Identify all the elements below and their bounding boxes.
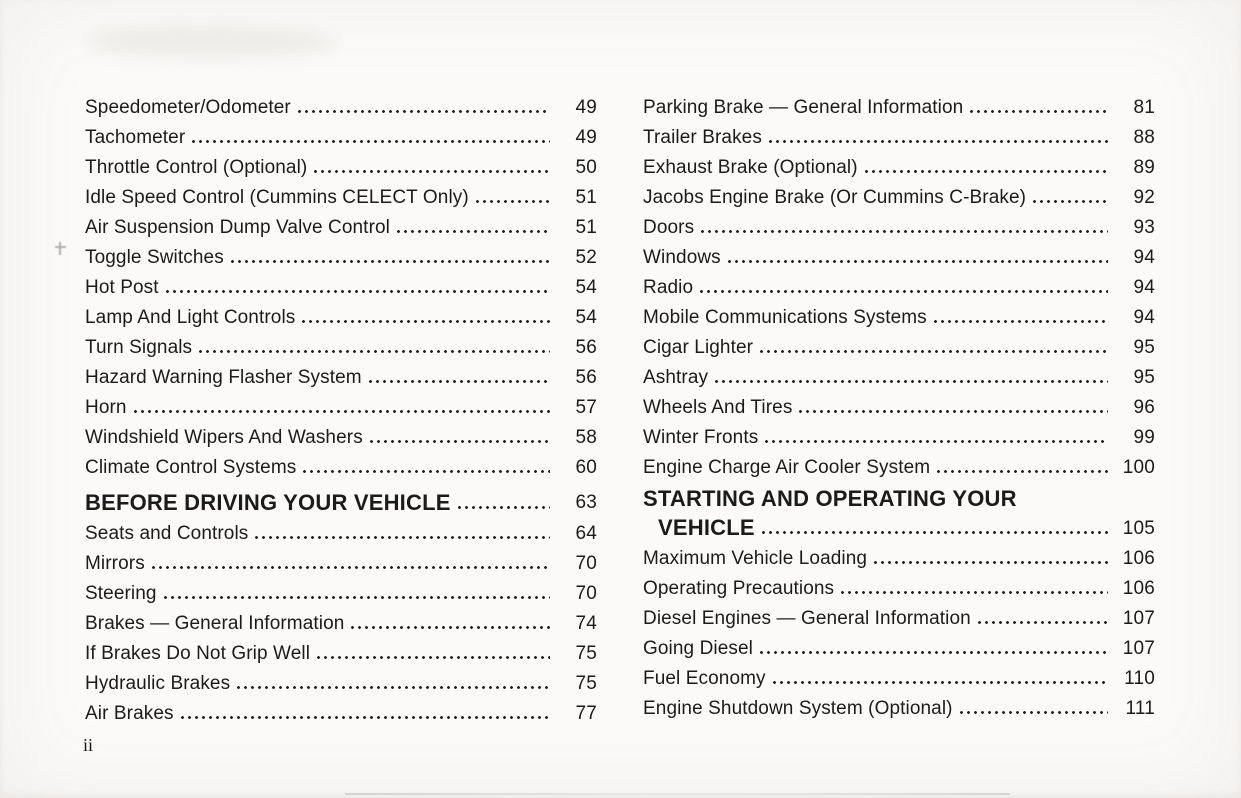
toc-entry-title: Windows [643, 247, 721, 268]
toc-entry [643, 301, 1155, 331]
toc-entry-page: 54 [575, 307, 597, 328]
toc-entry-page: 94 [1133, 247, 1155, 268]
toc-entry [643, 151, 1155, 181]
toc-entry-title: Engine Shutdown System (Optional) [643, 698, 953, 719]
toc-entry [643, 361, 1155, 391]
toc-entry-page: 63 [575, 492, 597, 513]
toc-entry [643, 391, 1155, 421]
toc-entry-title: Going Diesel [643, 638, 753, 659]
dot-leader [164, 596, 550, 599]
dot-leader [298, 110, 550, 113]
dot-leader [934, 320, 1108, 323]
dot-leader [192, 140, 550, 143]
toc-entry-page: 81 [1133, 97, 1155, 118]
dot-leader [865, 170, 1108, 173]
toc-entry-title: Winter Fronts [643, 427, 759, 448]
dot-leader [701, 230, 1108, 233]
toc-entry-title: Lamp And Light Controls [85, 307, 296, 328]
toc-entry-page: 70 [575, 583, 597, 604]
toc-entry-title: Brakes — General Information [85, 613, 345, 634]
toc-entry [85, 241, 597, 271]
toc-entry [643, 331, 1155, 361]
dot-leader [762, 531, 1108, 534]
toc-entry-page: 94 [1133, 307, 1155, 328]
toc-entry-title: Idle Speed Control (Cummins CELECT Only) [85, 187, 469, 208]
toc-entry-page: 51 [575, 217, 597, 238]
toc-entry [85, 517, 597, 547]
dot-leader [458, 506, 550, 509]
toc-entry-title: Parking Brake — General Information [643, 97, 964, 118]
dot-leader [231, 260, 550, 263]
toc-entry-page: 64 [575, 523, 597, 544]
toc-entry [643, 542, 1155, 572]
toc-entry-title: Ashtray [643, 367, 709, 388]
dot-leader [317, 656, 550, 659]
toc-entry [85, 271, 597, 301]
toc-entry-title: Hazard Warning Flasher System [85, 367, 362, 388]
dot-leader [181, 716, 550, 719]
toc-section-heading-title: VEHICLE [658, 515, 755, 540]
dot-leader [960, 711, 1108, 714]
toc-entry-page: 92 [1133, 187, 1155, 208]
toc-entry-page: 77 [575, 703, 597, 724]
toc-entry-page: 93 [1133, 217, 1155, 238]
dot-leader [1033, 200, 1108, 203]
toc-entry [85, 151, 597, 181]
dot-leader [370, 440, 550, 443]
toc-entry-page: 99 [1133, 427, 1155, 448]
toc-entry-title: Windshield Wipers And Washers [85, 427, 363, 448]
toc-entry [85, 121, 597, 151]
toc-entry-page: 58 [575, 427, 597, 448]
toc-entry [643, 181, 1155, 211]
dot-leader [769, 140, 1108, 143]
dot-leader [978, 621, 1108, 624]
toc-entry-page: 60 [575, 457, 597, 478]
dot-leader [715, 380, 1108, 383]
dot-leader [773, 681, 1108, 684]
toc-entry-title: Operating Precautions [643, 578, 835, 599]
dot-leader [134, 410, 550, 413]
toc-entry-page: 57 [575, 397, 597, 418]
dot-leader [302, 320, 550, 323]
dot-leader [765, 440, 1108, 443]
dot-leader [937, 470, 1108, 473]
toc-entry-page: 105 [1122, 518, 1155, 539]
toc-entry [85, 451, 597, 481]
dot-leader [199, 350, 550, 353]
dot-leader [369, 380, 550, 383]
toc-entry-page: 54 [575, 277, 597, 298]
toc-entry-page: 106 [1122, 548, 1155, 569]
toc-entry [643, 121, 1155, 151]
toc-entry-page: 56 [575, 337, 597, 358]
toc-entry-title: Hydraulic Brakes [85, 673, 231, 694]
dot-leader [166, 290, 550, 293]
toc-entry [85, 301, 597, 331]
toc-entry-page: 107 [1122, 608, 1155, 629]
toc-entry-page: 100 [1122, 457, 1155, 478]
toc-entry-title: If Brakes Do Not Grip Well [85, 643, 311, 664]
toc-entry-title: Toggle Switches [85, 247, 224, 268]
toc-entry-title: Seats and Controls [85, 523, 249, 544]
toc-entry-page: 106 [1122, 578, 1155, 599]
toc-entry-title: Steering [85, 583, 157, 604]
toc-entry [85, 391, 597, 421]
toc-entry-title: Speedometer/Odometer [85, 97, 291, 118]
toc-entry-title: Jacobs Engine Brake (Or Cummins C-Brake) [643, 187, 1027, 208]
toc-entry-page: 70 [575, 553, 597, 574]
toc-entry-title: Exhaust Brake (Optional) [643, 157, 858, 178]
toc-entry [643, 572, 1155, 602]
toc-entry-page: 88 [1133, 127, 1155, 148]
toc-entry-title: Turn Signals [85, 337, 193, 358]
toc-entry-title: Hot Post [85, 277, 159, 298]
dot-leader [314, 170, 550, 173]
toc-entry [643, 602, 1155, 632]
toc-entry [85, 607, 597, 637]
toc-entry [85, 547, 597, 577]
toc-entry [85, 697, 597, 727]
toc-entry [643, 662, 1155, 692]
toc-entry-page: 111 [1125, 698, 1155, 719]
toc-entry-title: Air Suspension Dump Valve Control [85, 217, 390, 238]
toc-entry [85, 577, 597, 607]
toc-entry-page: 75 [575, 673, 597, 694]
dot-leader [841, 591, 1108, 594]
dot-leader [760, 651, 1108, 654]
toc-entry-title: Wheels And Tires [643, 397, 793, 418]
dot-leader [760, 350, 1108, 353]
dot-leader [351, 626, 550, 629]
toc-entry-title: Maximum Vehicle Loading [643, 548, 868, 569]
toc-entry [85, 421, 597, 451]
toc-entry-title: Air Brakes [85, 703, 174, 724]
toc-entry-page: 95 [1133, 367, 1155, 388]
toc-entry [643, 271, 1155, 301]
toc-entry-page: 56 [575, 367, 597, 388]
toc-entry-page: 49 [575, 127, 597, 148]
toc-entry-title: Throttle Control (Optional) [85, 157, 308, 178]
toc-entry-page: 50 [575, 157, 597, 178]
dot-leader [728, 260, 1108, 263]
toc-entry-page: 89 [1133, 157, 1155, 178]
toc-entry-page: 95 [1133, 337, 1155, 358]
toc-entry [85, 637, 597, 667]
toc-entry-page: 96 [1133, 397, 1155, 418]
toc-entry-title: Doors [643, 217, 695, 238]
toc-entry-page: 94 [1133, 277, 1155, 298]
dot-leader [255, 536, 550, 539]
toc-entry-page: 107 [1122, 638, 1155, 659]
dot-leader [303, 470, 550, 473]
toc-entry-title: Diesel Engines — General Information [643, 608, 971, 629]
toc-entry [643, 692, 1155, 722]
toc-right-column [643, 91, 1155, 727]
toc-entry-page: 75 [575, 643, 597, 664]
toc-entry-title: Mirrors [85, 553, 145, 574]
toc-entry [85, 181, 597, 211]
toc-entry-title: Climate Control Systems [85, 457, 297, 478]
toc-left-column [85, 91, 597, 727]
toc-entry-title: Radio [643, 277, 694, 298]
toc-section-heading-line2 [643, 513, 1155, 542]
toc-entry [643, 451, 1155, 481]
toc-entry-title: Tachometer [85, 127, 186, 148]
toc-section-heading-line1 [643, 481, 1155, 513]
toc-section-heading-title: STARTING AND OPERATING YOUR [643, 486, 1017, 511]
dot-leader [237, 686, 550, 689]
scan-bottom-edge [345, 793, 1010, 795]
toc-entry [85, 361, 597, 391]
toc-entry-page: 51 [575, 187, 597, 208]
toc-section-heading [85, 481, 597, 517]
toc-entry-page: 49 [575, 97, 597, 118]
dot-leader [152, 566, 550, 569]
toc-entry [643, 91, 1155, 121]
toc-entry [85, 91, 597, 121]
page-number-folio: ii [83, 735, 94, 755]
dot-leader [874, 561, 1108, 564]
dot-leader [397, 230, 550, 233]
toc-entry-page: 74 [575, 613, 597, 634]
toc-entry [85, 331, 597, 361]
toc-entry-title: Mobile Communications Systems [643, 307, 927, 328]
dot-leader [799, 410, 1108, 413]
toc-entry [643, 211, 1155, 241]
toc-entry [85, 211, 597, 241]
toc-entry [85, 667, 597, 697]
toc-entry [643, 241, 1155, 271]
toc-entry-title: Cigar Lighter [643, 337, 754, 358]
toc-entry-title: Fuel Economy [643, 668, 766, 689]
dot-leader [476, 200, 550, 203]
dot-leader [970, 110, 1108, 113]
toc-section-heading-title: BEFORE DRIVING YOUR VEHICLE [85, 490, 451, 515]
toc-entry-page: 52 [575, 247, 597, 268]
dot-leader [700, 290, 1108, 293]
toc-entry-page: 110 [1124, 668, 1155, 689]
toc-entry [643, 632, 1155, 662]
toc-entry [643, 421, 1155, 451]
toc-entry-title: Trailer Brakes [643, 127, 762, 148]
toc-entry-title: Horn [85, 397, 127, 418]
toc-entry-title: Engine Charge Air Cooler System [643, 457, 931, 478]
